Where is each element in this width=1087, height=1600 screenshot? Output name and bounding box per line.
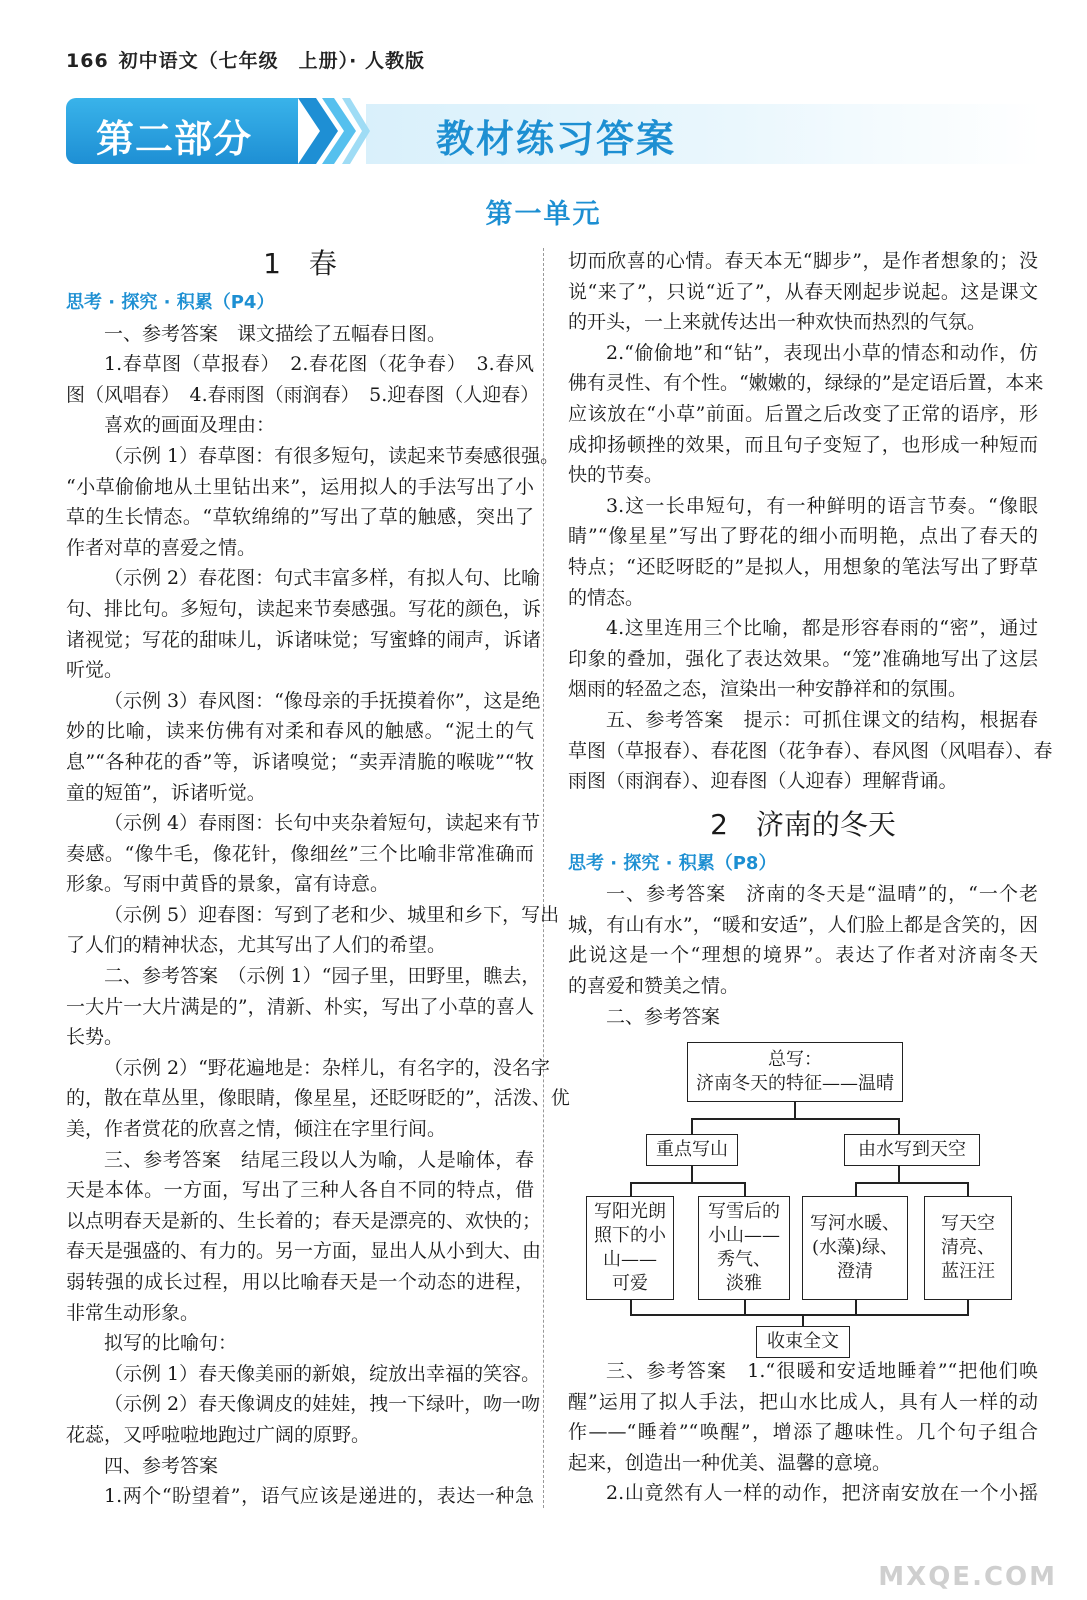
leaf-2-line-1: 写雪后的 — [708, 1201, 780, 1222]
text-line: 烟雨的轻盈之态，渲染出一种安静祥和的氛围。 — [568, 678, 968, 701]
diagram-mid-left-label: 重点写山 — [656, 1139, 728, 1160]
watermark: MXQE.COM — [878, 1562, 1057, 1592]
banner-title-bar — [366, 104, 1041, 164]
text-line: （示例 2）春花图：句式丰富多样，有拟人句、比喻 — [104, 567, 541, 590]
running-header — [66, 46, 425, 73]
text-line: （示例 1）春草图：有很多短句，读起来节奏感很强。 — [104, 444, 560, 467]
text-line: 此说这是一个“理想的境界”。表达了作者对济南冬天 — [568, 944, 1038, 967]
text-line: 佛有灵性、有个性。“嫩嫩的，绿绿的”是定语后置，本来 — [568, 372, 1044, 395]
chevron-arrows-icon — [298, 98, 370, 164]
text-line: 2.“偷偷地”和“钻”，表现出小草的情态和动作，仿 — [606, 341, 1038, 364]
leaf-1-line-2: 照下的小 — [594, 1225, 666, 1246]
diagram-mid-right-box — [844, 1134, 980, 1166]
banner-part-box — [66, 98, 298, 164]
text-line: 了人们的精神状态，尤其写出了人们的希望。 — [66, 934, 447, 957]
text-line: 花蕊，又呼啦啦地跑过广阔的原野。 — [66, 1423, 371, 1446]
right-column — [568, 246, 1053, 1505]
leaf-4-line-3: 蓝汪汪 — [941, 1261, 995, 1282]
diagram-mid-left-box — [646, 1134, 738, 1166]
text-line: 作者对草的喜爱之情。 — [66, 536, 257, 559]
leaf-4-line-2: 清亮、 — [941, 1237, 995, 1258]
text-line: （示例 5）迎春图：写到了老和少、城里和乡下，写出 — [104, 903, 560, 926]
text-line: 拟写的比喻句： — [104, 1332, 238, 1355]
left-column — [66, 240, 570, 1512]
text-line: 二、参考答案 （示例 1）“园子里，田野里，瞧去， — [104, 965, 541, 988]
text-line: （示例 2）春天像调皮的娃娃，拽一下绿叶，吻一吻 — [104, 1393, 541, 1416]
text-line: 的情态。 — [568, 586, 645, 609]
leaf-1-line-3: 山—— — [603, 1249, 657, 1270]
text-line: 快的节奏。 — [568, 464, 664, 487]
text-line: （示例 2）“野花遍地是：杂样儿，有名字的，没名字 — [104, 1056, 550, 1079]
diagram-leaf-1 — [586, 1196, 674, 1300]
lesson-1-title: 1 春 — [263, 247, 337, 280]
left-text-body — [66, 319, 570, 1512]
text-line: 说“来了”，只说“近了”，从春天刚起步说起。这是课文 — [568, 280, 1038, 303]
text-line: 五、参考答案 提示：可抓住课文的结构，根据春 — [606, 708, 1038, 731]
text-line: 听觉。 — [66, 659, 124, 682]
unit-title: 第一单元 — [485, 199, 602, 230]
diagram-leaf-4 — [924, 1196, 1012, 1300]
text-line: 1.两个“盼望着”，语气应该是递进的，表达一种急 — [104, 1485, 534, 1508]
leaf-1-line-4: 可爱 — [612, 1273, 648, 1294]
part-banner — [66, 98, 1041, 166]
lesson-2-title: 2 济南的冬天 — [710, 807, 896, 841]
text-line: 睛”“像星星”写出了野花的细小而明艳，点出了春天的 — [568, 525, 1038, 548]
text-line: （示例 3）春风图：“像母亲的手抚摸着你”，这是绝 — [104, 689, 541, 712]
text-line: 美，作者赏花的欣喜之情，倾注在字里行间。 — [66, 1118, 447, 1141]
diagram-top-line-1: 总写： — [768, 1049, 822, 1070]
text-line: 天是本体。一方面，写出了三种人各自不同的特点，借 — [66, 1179, 534, 1202]
leaf-2-line-3: 秀气、 — [717, 1249, 771, 1270]
text-line: 应该放在“小草”前面。后置之后改变了正常的语序，形 — [568, 402, 1038, 425]
structure-diagram — [580, 1042, 1020, 1362]
diagram-bottom-box — [756, 1326, 850, 1358]
text-line: 春天是强盛的、有力的。另一方面，显出人从小到大、由 — [66, 1240, 542, 1263]
text-line: 3.这一长串短句，有一种鲜明的语言节奏。“像眼 — [606, 494, 1038, 517]
text-line: 雨图（雨润春）、迎春图（人迎春）理解背诵。 — [568, 770, 958, 793]
text-line: 句、排比句。多短句，读起来节奏感强。写花的颜色，诉 — [66, 597, 542, 620]
right-text-body-c — [568, 1356, 1038, 1509]
text-line: 一大片一大片满是的”，清新、朴实，写出了小草的喜人 — [66, 995, 534, 1018]
text-line: “小草偷偷地从土里钻出来”，运用拟人的手法写出了小 — [66, 475, 534, 498]
text-line: 诸视觉；写花的甜味儿，诉诸味觉；写蜜蜂的闹声，诉诸 — [66, 628, 542, 651]
text-line: 三、参考答案 结尾三段以人为喻，人是喻体，春 — [104, 1148, 534, 1171]
diagram-mid-right-label: 由水写到天空 — [858, 1139, 966, 1160]
text-line: 4.这里连用三个比喻，都是形容春雨的“密”，通过 — [606, 617, 1038, 640]
text-line: 奏感。“像牛毛，像花针，像细丝”三个比喻非常准确而 — [66, 842, 534, 865]
leaf-3-line-2: (水藻)绿、 — [811, 1237, 899, 1258]
leaf-4-line-1: 写天空 — [941, 1213, 995, 1234]
text-line: 1.春草图（草报春） 2.春花图（花争春） 3.春风 — [104, 353, 534, 376]
section-heading-p8: 思考 · 探究 · 积累（P8） — [568, 852, 777, 874]
text-line: 一、参考答案 课文描绘了五幅春日图。 — [104, 322, 447, 345]
text-line: 的喜爱和赞美之情。 — [568, 975, 740, 998]
diagram-bottom-label: 收束全文 — [767, 1331, 839, 1352]
text-line: 弱转强的成长过程，用以比喻春天是一个动态的进程， — [66, 1271, 534, 1293]
text-line: 图（风唱春） 4.春雨图（雨润春） 5.迎春图（人迎春） — [66, 383, 540, 406]
text-line: （示例 4）春雨图：长句中夹杂着短句，读起来有节 — [104, 812, 541, 835]
text-line: 草的生长情态。“草软绵绵的”写出了草的触感，突出了 — [66, 506, 534, 529]
text-line: 喜欢的画面及理由： — [104, 414, 276, 437]
right-text-body-b — [568, 879, 1038, 1032]
column-divider — [543, 248, 544, 1508]
text-line: 三、参考答案 1.“很暖和安适地睡着”“把他们唤 — [606, 1360, 1038, 1382]
text-line: 作——“睡着”“唤醒”，增添了趣味性。几个句子组合 — [568, 1421, 1038, 1444]
text-line: 非常生动形象。 — [66, 1301, 200, 1324]
banner-part-label: 第二部分 — [96, 117, 253, 161]
banner-title: 教材练习答案 — [436, 117, 677, 161]
text-line: 童的短笛”，诉诸听觉。 — [66, 781, 266, 804]
text-line: 2.山竟然有人一样的动作，把济南安放在一个小摇 — [606, 1482, 1038, 1505]
section-heading-p4: 思考 · 探究 · 积累（P4） — [66, 292, 275, 313]
text-line: 成抑扬顿挫的效果，而且句子变短了，也形成一种短而 — [568, 433, 1038, 456]
diagram-leaf-2 — [698, 1196, 790, 1300]
text-line: 形象。写雨中黄昏的景象，富有诗意。 — [66, 873, 390, 896]
text-line: 二、参考答案 — [606, 1005, 721, 1028]
leaf-3-line-3: 澄清 — [837, 1261, 873, 1282]
text-line: 长势。 — [66, 1026, 124, 1049]
text-line: 一、参考答案 济南的冬天是“温晴”的，“一个老 — [606, 883, 1038, 906]
text-line: 的开头，一上来就传达出一种欢快而热烈的气氛。 — [568, 311, 987, 334]
page-number: 166 — [66, 50, 109, 72]
text-line: 息”“各种花的香”等，诉诸嗅觉；“卖弄清脆的喉咙”“牧 — [66, 750, 534, 773]
text-line: 四、参考答案 — [104, 1454, 219, 1477]
text-line: 特点；“还眨呀眨的”是拟人，用想象的笔法写出了野草 — [568, 555, 1038, 578]
book-title: 初中语文（七年级 上册）· 人教版 — [118, 50, 426, 72]
leaf-1-line-1: 写阳光朗 — [594, 1201, 666, 1222]
right-text-body-a — [568, 246, 1053, 797]
text-line: 醒”运用了拟人手法，把山水比成人，具有人一样的动 — [568, 1390, 1038, 1413]
text-line: （示例 1）春天像美丽的新娘，绽放出幸福的笑容。 — [104, 1362, 541, 1385]
text-line: 起来，创造出一种优美、温馨的意境。 — [568, 1451, 892, 1474]
diagram-leaf-3 — [802, 1196, 908, 1300]
text-line: 以点明春天是新的、生长着的；春天是漂亮的、欢快的； — [66, 1209, 542, 1232]
leaf-2-line-4: 淡雅 — [726, 1273, 762, 1294]
diagram-top-line-2: 济南冬天的特征——温晴 — [696, 1073, 894, 1094]
leaf-3-line-1: 写河水暖、 — [810, 1213, 900, 1234]
text-line: 妙的比喻，读来仿佛有对柔和春风的触感。“泥土的气 — [66, 720, 534, 743]
text-line: 切而欣喜的心情。春天本无“脚步”，是作者想象的；没 — [568, 250, 1038, 272]
diagram-top-box — [687, 1042, 903, 1102]
text-line: 城，有山有水”，“暖和安适”，人们脸上都是含笑的，因 — [568, 913, 1038, 936]
text-line: 的，散在草丛里，像眼睛，像星星，还眨呀眨的”，活泼、优 — [66, 1087, 570, 1110]
text-line: 印象的叠加，强化了表达效果。“笼”准确地写出了这层 — [568, 647, 1038, 670]
leaf-2-line-2: 小山—— — [708, 1225, 780, 1246]
text-line: 草图（草报春）、春花图（花争春）、春风图（风唱春）、春 — [568, 739, 1053, 762]
